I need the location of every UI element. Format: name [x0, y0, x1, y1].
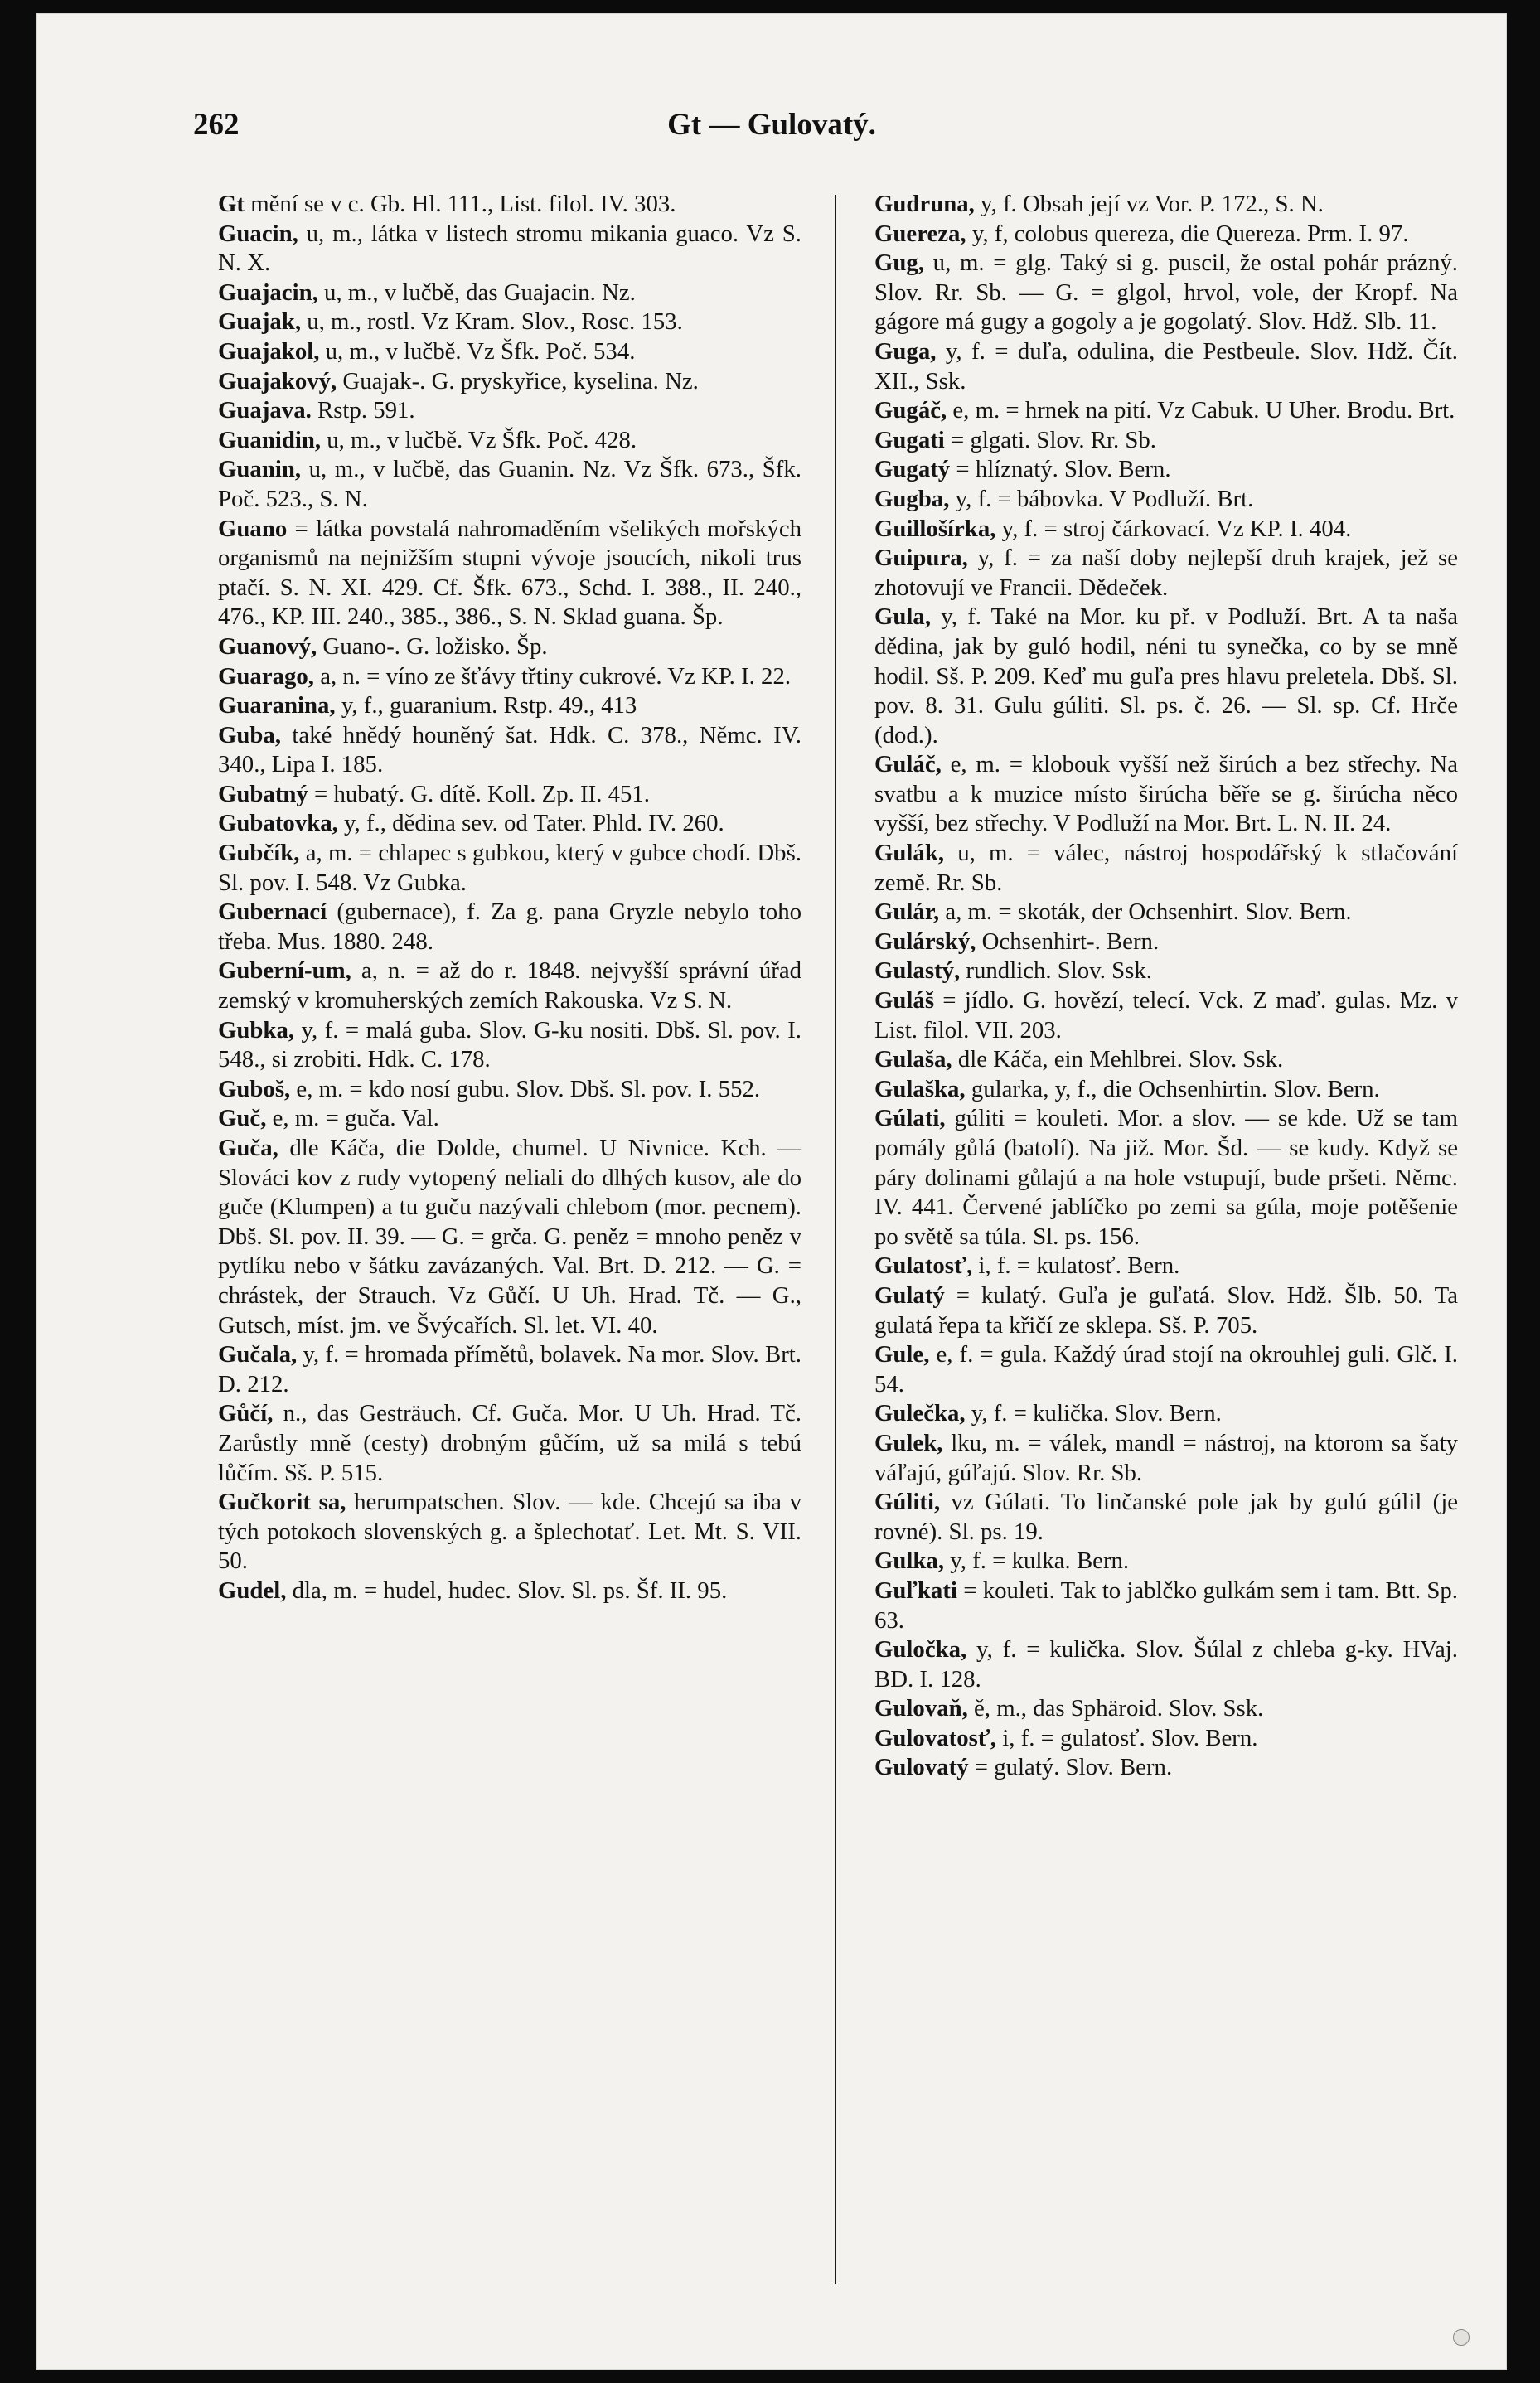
headword: Guč,: [218, 1105, 267, 1132]
headword: Guanin,: [218, 456, 302, 483]
entry-text: a, n. = víno ze šťávy třtiny cukrové. Vz KP. I. 22.: [314, 662, 792, 690]
headword: Guano: [218, 515, 288, 542]
headword: Gubatný: [218, 780, 308, 807]
dictionary-entry: [218, 839, 801, 898]
dictionary-entry: [218, 662, 801, 692]
headword: Guajak,: [218, 308, 302, 336]
entry-text: gúliti = kouleti. Mor. a slov. — se kde. Už se tam pomály gůlá (batolí). Na již. Mor. Šd. — se kudy. Když se páry dolinami gůlajú a na hole vstupují, bude pršeti. Němc. IV. 441. Červené jablíčko po zemi sa gúla, moje potěšenie po světě sa túla. Sl. ps. 156.: [874, 1105, 1458, 1250]
entry-text: ě, m., das Sphäroid. Slov. Ssk.: [967, 1695, 1264, 1722]
entry-text: = jídlo. G. hovězí, telecí. Vck. Z maď. gulas. Mz. v List. filol. VII. 203.: [874, 987, 1458, 1044]
entry-text: u, m., v lučbě. Vz Šfk. Poč. 428.: [321, 426, 637, 453]
dictionary-entry: [874, 1075, 1458, 1105]
dictionary-entry: [218, 1016, 801, 1075]
right-column: [874, 190, 1458, 1783]
headword: Gulaša,: [874, 1046, 952, 1073]
headword: Guajakol,: [218, 337, 320, 365]
headword: Gúliti,: [874, 1489, 941, 1516]
entry-text: a, m. = skoták, der Ochsenhirt. Slov. Bern.: [939, 898, 1352, 926]
entry-text: u, m., rostl. Vz Kram. Slov., Rosc. 153.: [301, 308, 683, 336]
dictionary-entry: [218, 1075, 801, 1105]
headword: Guba,: [218, 721, 282, 748]
headword: Gulovaň,: [874, 1695, 968, 1722]
headword: Guboš,: [218, 1075, 291, 1102]
entry-text: také hnědý houněný šat. Hdk. C. 378., Němc. IV. 340., Lipa I. 185.: [218, 721, 801, 778]
headword: Gulka,: [874, 1547, 945, 1575]
dictionary-page: [36, 13, 1507, 2370]
headword: Guanový,: [218, 632, 317, 660]
headword: Gubka,: [218, 1016, 295, 1044]
entry-text: e, m. = kdo nosí gubu. Slov. Dbš. Sl. pov. I. 552.: [290, 1075, 761, 1102]
headword: Gúlati,: [874, 1105, 946, 1132]
entry-text: a, n. = až do r. 1848. nejvyšší správní úřad zemský v kromuherských zemích Rakouska. Vz S. N.: [218, 957, 801, 1015]
headword: Gubčík,: [218, 840, 300, 867]
headword: Gulečka,: [874, 1400, 966, 1427]
headword: Gugba,: [874, 485, 950, 512]
dictionary-entry: [218, 220, 801, 279]
dictionary-entry: [874, 337, 1458, 396]
headword: Guereza,: [874, 220, 966, 247]
entry-text: u, m., v lučbě, das Guajacin. Nz.: [317, 279, 636, 306]
headword: Guaranina,: [218, 692, 336, 719]
entry-text: y, f., guaranium. Rstp. 49., 413: [335, 692, 637, 719]
dictionary-entry: [218, 308, 801, 337]
entry-text: rundlich. Slov. Ssk.: [960, 957, 1152, 985]
entry-text: Guano-. G. ložisko. Šp.: [317, 632, 548, 660]
dictionary-entry: [874, 249, 1458, 337]
dictionary-entry: [218, 515, 801, 632]
headword: Gubatovka,: [218, 810, 338, 837]
entry-text: n., das Gesträuch. Cf. Guča. Mor. U Uh. Hrad. Tč. Zarůstly mně (cesty) drobným gůčím, už sa milá s tebú lůčím. Sš. P. 515.: [218, 1400, 801, 1486]
entry-text: y, f. = duľa, odulina, die Pestbeule. Slov. Hdž. Čít. XII., Ssk.: [874, 337, 1458, 395]
headword: Gule,: [874, 1341, 930, 1368]
headword: Gůčí,: [218, 1400, 274, 1427]
page-header: [37, 107, 1506, 153]
dictionary-entry: [218, 1399, 801, 1488]
headword: Guipura,: [874, 545, 968, 572]
entry-text: = látka povstalá nahromaděním všelikých mořských organismů na nejnižším stupni vývoje jsoucích, nikoli trus ptačí. S. N. XI. 429. Cf. Šfk. 673., Schd. I. 388., II. 240., 476., KP. III. 240., 385., 386., S. N. Sklad guana. Šp.: [218, 515, 801, 631]
entry-text: Guajak-. G. pryskyřice, kyselina. Nz.: [337, 367, 699, 395]
entry-text: y, f. = kulka. Bern.: [944, 1547, 1130, 1575]
dictionary-entry: [874, 426, 1458, 456]
dictionary-entry: [218, 367, 801, 397]
page-hole: [1453, 2329, 1470, 2346]
entry-text: y, f. = kulička. Slov. Bern.: [965, 1400, 1222, 1427]
dictionary-entry: [874, 515, 1458, 545]
headword: Guga,: [874, 337, 937, 365]
entry-text: Ochsenhirt-. Bern.: [976, 928, 1160, 955]
dictionary-entry: [874, 750, 1458, 839]
headword: Gt: [218, 191, 245, 217]
entry-text: Rstp. 591.: [311, 397, 415, 424]
entry-text: dle Káča, die Dolde, chumel. U Nivnice. Kch. — Slováci kov z rudy vytopený neliali do dlhých kusov, ale do guče (Klumpen) a tu guču nazývali chlebom (mor. pecnem). Dbš. Sl. pov. II. 39. — G. = grča. G. peněz = mnoho peněz v pytlíku nebo v šátku zavázaných. Val. Brt. D. 212. — G. = chrástek, der Strauch. Vz Gůčí. U Uh. Hrad. Tč. — G., Gutsch, míst. jm. ve Švýcařích. Sl. let. VI. 40.: [218, 1135, 801, 1339]
headword: Gulár,: [874, 898, 940, 926]
entry-text: dle Káča, ein Mehlbrei. Slov. Ssk.: [952, 1046, 1284, 1073]
entry-text: y, f. = stroj čárkovací. Vz KP. I. 404.: [995, 515, 1352, 542]
dictionary-entry: [218, 957, 801, 1015]
headword: Gulovatosť,: [874, 1724, 997, 1751]
headword: Guča,: [218, 1135, 278, 1161]
headword: Gučala,: [218, 1341, 298, 1368]
entry-text: dla, m. = hudel, hudec. Slov. Sl. ps. Šf. II. 95.: [286, 1577, 728, 1604]
dictionary-entry: [218, 1340, 801, 1399]
dictionary-entry: [874, 1340, 1458, 1399]
entry-text: y, f. = malá guba. Slov. G-ku nositi. Dbš. Sl. pov. I. 548., si zrobiti. Hdk. C. 178.: [218, 1016, 801, 1073]
headword: Gudel,: [218, 1577, 287, 1604]
headword: Guacin,: [218, 220, 298, 247]
entry-text: y, f. Také na Mor. ku př. v Podluží. Brt. A ta naša dědina, jak by guló hodil, néni tu synečka, co by se mně hodil. Sš. P. 209. Keď mu guľa pres hlavu preletela. Dbš. Sl. pov. 8. 31. Gulu gúliti. Sl. ps. č. 26. — Sl. sp. Cf. Hrče (dod.).: [874, 603, 1458, 748]
entry-text: y, f. Obsah její vz Vor. P. 172., S. N.: [974, 191, 1324, 217]
headword: Guajava.: [218, 397, 312, 424]
dictionary-entry: [874, 898, 1458, 928]
dictionary-entry: [218, 809, 801, 839]
headword: Gulastý,: [874, 957, 961, 985]
entry-text: e, m. = hrnek na pití. Vz Cabuk. U Uher. Brodu. Brt.: [947, 397, 1455, 424]
dictionary-entry: [874, 957, 1458, 986]
headword: Gula,: [874, 603, 932, 631]
dictionary-entry: [874, 1635, 1458, 1694]
entry-text: y, f. = hromada přímětů, bolavek. Na mor. Slov. Brt. D. 212.: [218, 1341, 801, 1397]
entry-text: = hlíznatý. Slov. Bern.: [950, 456, 1171, 483]
dictionary-entry: [874, 1045, 1458, 1075]
entry-text: = hubatý. G. dítě. Koll. Zp. II. 451.: [308, 780, 650, 807]
entry-text: a, m. = chlapec s gubkou, který v gubce chodí. Dbš. Sl. pov. I. 548. Vz Gubka.: [218, 840, 801, 896]
dictionary-entry: [874, 1399, 1458, 1429]
entry-text: i, f. = gulatosť. Slov. Bern.: [996, 1724, 1258, 1751]
headword: Gučkorit sa,: [218, 1489, 346, 1516]
headword: Guajakový,: [218, 367, 337, 395]
dictionary-entry: [218, 721, 801, 780]
entry-text: u, m. = glg. Taký si g. puscil, že ostal pohár prázný. Slov. Rr. Sb. — G. = glgol, hrvol, vole, der Kropf. Na gágore má gugy a gogoly a je gogolatý. Slov. Hdž. Slb. 11.: [874, 249, 1458, 336]
dictionary-entry: [874, 1694, 1458, 1724]
headword: Guločka,: [874, 1636, 967, 1664]
dictionary-entry: [874, 1429, 1458, 1488]
entry-text: herumpatschen. Slov. — kde. Chcejú sa iba v tých potokoch slovenských g. a šplechotať. Let. Mt. S. VII. 50.: [218, 1489, 801, 1575]
headword: Gulovatý: [874, 1754, 969, 1781]
entry-text: u, m., látka v listech stromu mikania guaco. Vz S. N. X.: [218, 220, 801, 277]
dictionary-entry: [218, 279, 801, 308]
entry-text: = kouleti. Tak to jablčko gulkám sem i tam. Btt. Sp. 63.: [874, 1577, 1458, 1634]
headword: Guajacin,: [218, 279, 318, 306]
dictionary-entry: [874, 1577, 1458, 1635]
page-number: 262: [193, 108, 240, 142]
dictionary-entry: [218, 455, 801, 514]
headword: Guillošírka,: [874, 515, 996, 542]
entry-text: y, f. = bábovka. V Podluží. Brt.: [949, 485, 1254, 512]
headword: Guanidin,: [218, 426, 322, 453]
dictionary-entry: [874, 190, 1458, 220]
headword: Gulatosť,: [874, 1252, 973, 1280]
headword: Gubernací: [218, 898, 327, 926]
headword: Gugáč,: [874, 397, 947, 424]
dictionary-entry: [218, 190, 801, 220]
dictionary-entry: [218, 780, 801, 810]
entry-text: mění se v c. Gb. Hl. 111., List. filol. IV. 303.: [245, 191, 676, 217]
dictionary-entry: [218, 1577, 801, 1606]
entry-text: y, f. = kulička. Slov. Šúlal z chleba g-ky. HVaj. BD. I. 128.: [874, 1636, 1458, 1693]
entry-text: gularka, y, f., die Ochsenhirtin. Slov. Bern.: [965, 1075, 1380, 1102]
running-head: Gt — Gulovatý.: [667, 108, 876, 142]
entry-text: = glgati. Slov. Rr. Sb.: [944, 426, 1156, 453]
headword: Guberní-um,: [218, 957, 351, 985]
dictionary-entry: [874, 1281, 1458, 1340]
headword: Guláč,: [874, 751, 942, 778]
dictionary-entry: [874, 455, 1458, 485]
dictionary-entry: [218, 426, 801, 456]
entry-text: y, f., dědina sev. od Tater. Phld. IV. 260.: [337, 810, 724, 837]
dictionary-entry: [874, 220, 1458, 249]
dictionary-entry: [874, 396, 1458, 426]
headword: Gulatý: [874, 1281, 945, 1309]
entry-text: e, f. = gula. Každý úrad stojí na okrouhlej guli. Glč. I. 54.: [874, 1341, 1458, 1397]
entry-text: e, m. = klobouk vyšší než širúch a bez střechy. Na svatbu a k muzice místo širúcha běře se g. širúcha něco vyšší, bez střechy. V Podluží na Mor. Brt. L. N. II. 24.: [874, 751, 1458, 837]
entry-text: = kulatý. Guľa je guľatá. Slov. Hdž. Šlb. 50. Ta gulatá řepa ta křičí ze sklepa. Sš. P. 705.: [874, 1281, 1458, 1339]
dictionary-entry: [874, 986, 1458, 1045]
headword: Guarago,: [218, 662, 314, 690]
headword: Gugati: [874, 426, 945, 453]
entry-text: (gubernace), f. Za g. pana Gryzle nebylo toho třeba. Mus. 1880. 248.: [218, 898, 801, 955]
column-divider: [835, 195, 836, 2284]
entry-text: y, f, colobus quereza, die Quereza. Prm. I. 97.: [966, 220, 1409, 247]
entry-text: vz Gúlati. To linčanské pole jak by gulú gúlil (je rovné). Sl. ps. 19.: [874, 1489, 1458, 1545]
entry-text: u, m., v lučbě, das Guanin. Nz. Vz Šfk. 673., Šfk. Poč. 523., S. N.: [218, 456, 801, 512]
dictionary-entry: [874, 1104, 1458, 1252]
entry-text: e, m. = guča. Val.: [266, 1105, 439, 1132]
headword: Gugatý: [874, 456, 951, 483]
dictionary-entry: [218, 337, 801, 367]
entry-text: i, f. = kulatosť. Bern.: [972, 1252, 1180, 1280]
dictionary-entry: [874, 603, 1458, 750]
entry-text: = gulatý. Slov. Bern.: [968, 1754, 1173, 1781]
dictionary-entry: [874, 1724, 1458, 1754]
entry-text: lku, m. = válek, mandl = nástroj, na ktorom sa šaty váľajú, gúľajú. Slov. Rr. Sb.: [874, 1429, 1458, 1486]
left-column: [218, 190, 801, 1606]
dictionary-entry: [218, 396, 801, 426]
dictionary-entry: [874, 928, 1458, 957]
headword: Guľkati: [874, 1577, 957, 1604]
headword: Gulárský,: [874, 928, 976, 955]
headword: Gug,: [874, 249, 925, 277]
entry-text: u, m., v lučbě. Vz Šfk. Poč. 534.: [319, 337, 636, 365]
dictionary-entry: [874, 1547, 1458, 1577]
headword: Gudruna,: [874, 191, 975, 217]
dictionary-entry: [218, 1488, 801, 1577]
dictionary-entry: [218, 898, 801, 957]
entry-text: y, f. = za naší doby nejlepší druh krajek, jež se zhotovují ve Francii. Dědeček.: [874, 545, 1458, 601]
dictionary-entry: [218, 632, 801, 662]
headword: Gulaška,: [874, 1075, 966, 1102]
dictionary-entry: [218, 691, 801, 721]
dictionary-entry: [874, 1488, 1458, 1547]
dictionary-entry: [218, 1104, 801, 1134]
dictionary-entry: [218, 1134, 801, 1340]
headword: Gulák,: [874, 840, 945, 867]
dictionary-entry: [874, 839, 1458, 898]
entry-text: u, m. = válec, nástroj hospodářský k stlačování země. Rr. Sb.: [874, 840, 1458, 896]
dictionary-entry: [874, 1753, 1458, 1783]
dictionary-entry: [874, 1252, 1458, 1281]
headword: Guláš: [874, 987, 935, 1015]
dictionary-entry: [874, 485, 1458, 515]
dictionary-entry: [874, 544, 1458, 603]
headword: Gulek,: [874, 1429, 943, 1456]
